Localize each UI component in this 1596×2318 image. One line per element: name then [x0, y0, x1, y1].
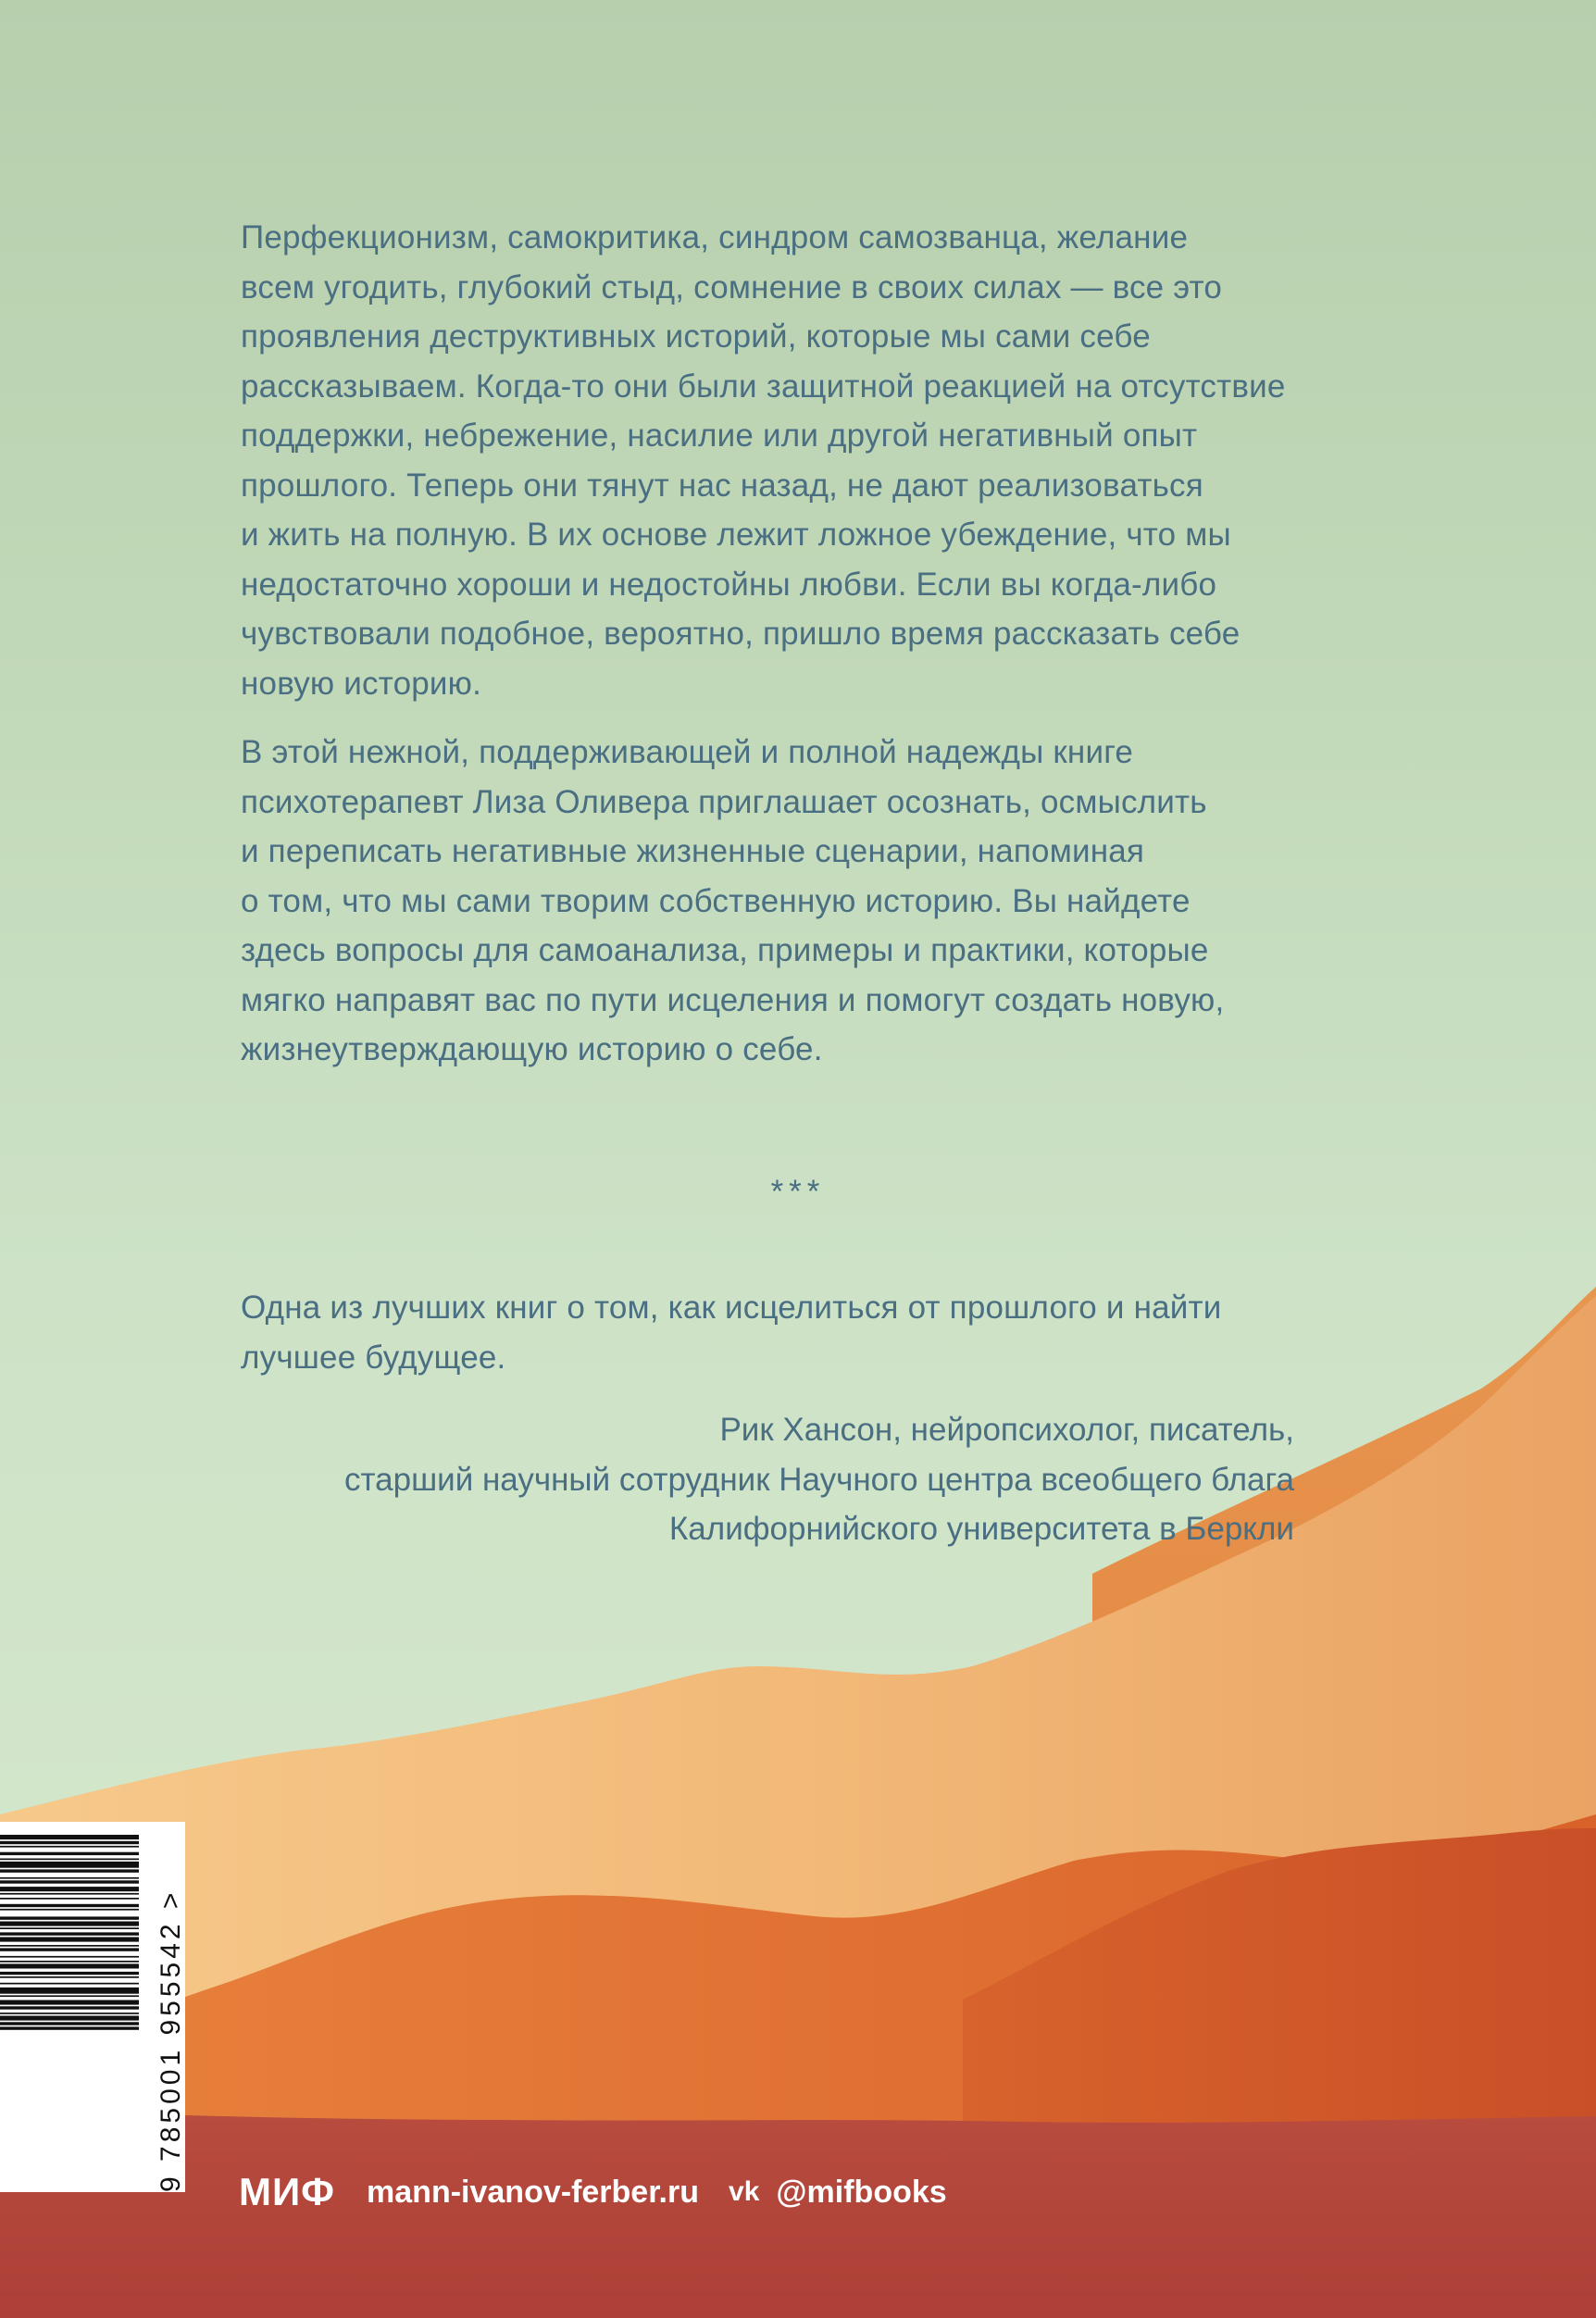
review-quote [241, 1283, 1324, 1382]
text-line: чувствовали подобное, вероятно, пришло время рассказать себе [241, 616, 1241, 652]
social-handle[interactable]: @mifbooks [776, 2174, 947, 2210]
barcode-bar [0, 1887, 139, 1891]
barcode-bar [0, 1880, 139, 1883]
text-line: прошлого. Теперь они тянут нас назад, не дают реализоваться [241, 467, 1203, 504]
blurb-text [241, 213, 1324, 1075]
barcode-bar [0, 1877, 139, 1879]
quote-attribution [344, 1405, 1294, 1554]
barcode-bar [0, 1909, 139, 1911]
section-separator: *** [770, 1174, 826, 1210]
barcode-bar [0, 1852, 139, 1855]
text-line: о том, что мы сами творим собственную историю. Вы найдете [241, 882, 1191, 919]
barcode-bar [0, 1898, 139, 1900]
attribution-line: старший научный сотрудник Научного центра всеобщего блага [344, 1461, 1294, 1498]
barcode-bar [0, 1869, 139, 1872]
text-line: психотерапевт Лиза Оливера приглашает осознать, осмыслить [241, 783, 1207, 820]
barcode-bar [0, 1983, 139, 1985]
blurb-paragraph-1 [241, 213, 1324, 708]
barcode-bar [0, 1893, 139, 1895]
barcode-bar [0, 2016, 139, 2021]
barcode-bar [0, 1932, 139, 1935]
blurb-paragraph-2 [241, 728, 1324, 1075]
barcode-bar [0, 1948, 139, 1950]
barcode-bar [0, 2013, 139, 2014]
barcode-bar [0, 1862, 139, 1868]
barcode-bar [0, 1963, 139, 1968]
text-line: недостаточно хороши и недостойны любви. Если вы когда-либо [241, 566, 1217, 603]
text-line: здесь вопросы для самоанализа, примеры и практики, которые [241, 932, 1209, 968]
barcode-bar [0, 1938, 139, 1942]
barcode-bar [0, 2022, 139, 2025]
barcode-bar [0, 1988, 139, 1994]
barcode-bar [0, 1995, 139, 1997]
barcode-bar [0, 1916, 139, 1919]
barcode-bar [0, 1956, 139, 1958]
barcode-bar [0, 2026, 139, 2029]
isbn-digits: 9 785001 955542 > [156, 1888, 186, 2192]
barcode-bar [0, 1922, 139, 1926]
barcode-bar [0, 1976, 139, 1978]
text-line: В этой нежной, поддерживающей и полной надежды книге [241, 734, 1134, 770]
quote-line: лучшее будущее. [241, 1339, 506, 1376]
attribution-line: Калифорнийского университета в Беркли [668, 1511, 1294, 1547]
text-line: мягко направят вас по пути исцеления и помогут создать новую, [241, 981, 1225, 1018]
text-line: рассказываем. Когда-то они были защитной реакцией на отсутствие [241, 368, 1286, 405]
barcode-bar [0, 1846, 139, 1848]
barcode-bar [0, 1961, 139, 1963]
text-line: поддержки, небрежение, насилие или другой негативный опыт [241, 417, 1198, 454]
barcode-bar [0, 1859, 139, 1861]
attribution-line: Рик Хансон, нейропсихолог, писатель, [719, 1412, 1294, 1448]
text-line: новую историю. [241, 665, 482, 702]
barcode-bar [0, 1841, 139, 1844]
quote-line: Одна из лучших книг о том, как исцелиться от прошлого и найти [241, 1290, 1222, 1326]
barcode-bar [0, 1904, 139, 1907]
text-line: жизнеутверждающую историю о себе. [241, 1031, 823, 1067]
vk-icon[interactable]: vk [729, 2176, 760, 2207]
barcode-bar [0, 2000, 139, 2005]
publisher-logo: МИФ [239, 2170, 336, 2213]
text-line: всем угодить, глубокий стыд, сомнение в своих силах — все это [241, 268, 1223, 305]
barcode-bar [0, 1835, 139, 1839]
barcode-bar [0, 1927, 139, 1929]
barcode-bar [0, 1972, 139, 1975]
barcode-bar [0, 2006, 139, 2009]
text-line: и переписать негативные жизненные сценарии, напоминая [241, 833, 1145, 869]
barcode-bar [0, 1945, 139, 1947]
text-line: и жить на полную. В их основе лежит ложное убеждение, что мы [241, 517, 1231, 553]
text-line: Перфекционизм, самокритика, синдром самозванца, желание [241, 219, 1189, 255]
publisher-footer [239, 2164, 947, 2220]
website-link[interactable]: mann-ivanov-ferber.ru [367, 2174, 700, 2210]
text-line: проявления деструктивных историй, которые мы сами себе [241, 318, 1151, 355]
